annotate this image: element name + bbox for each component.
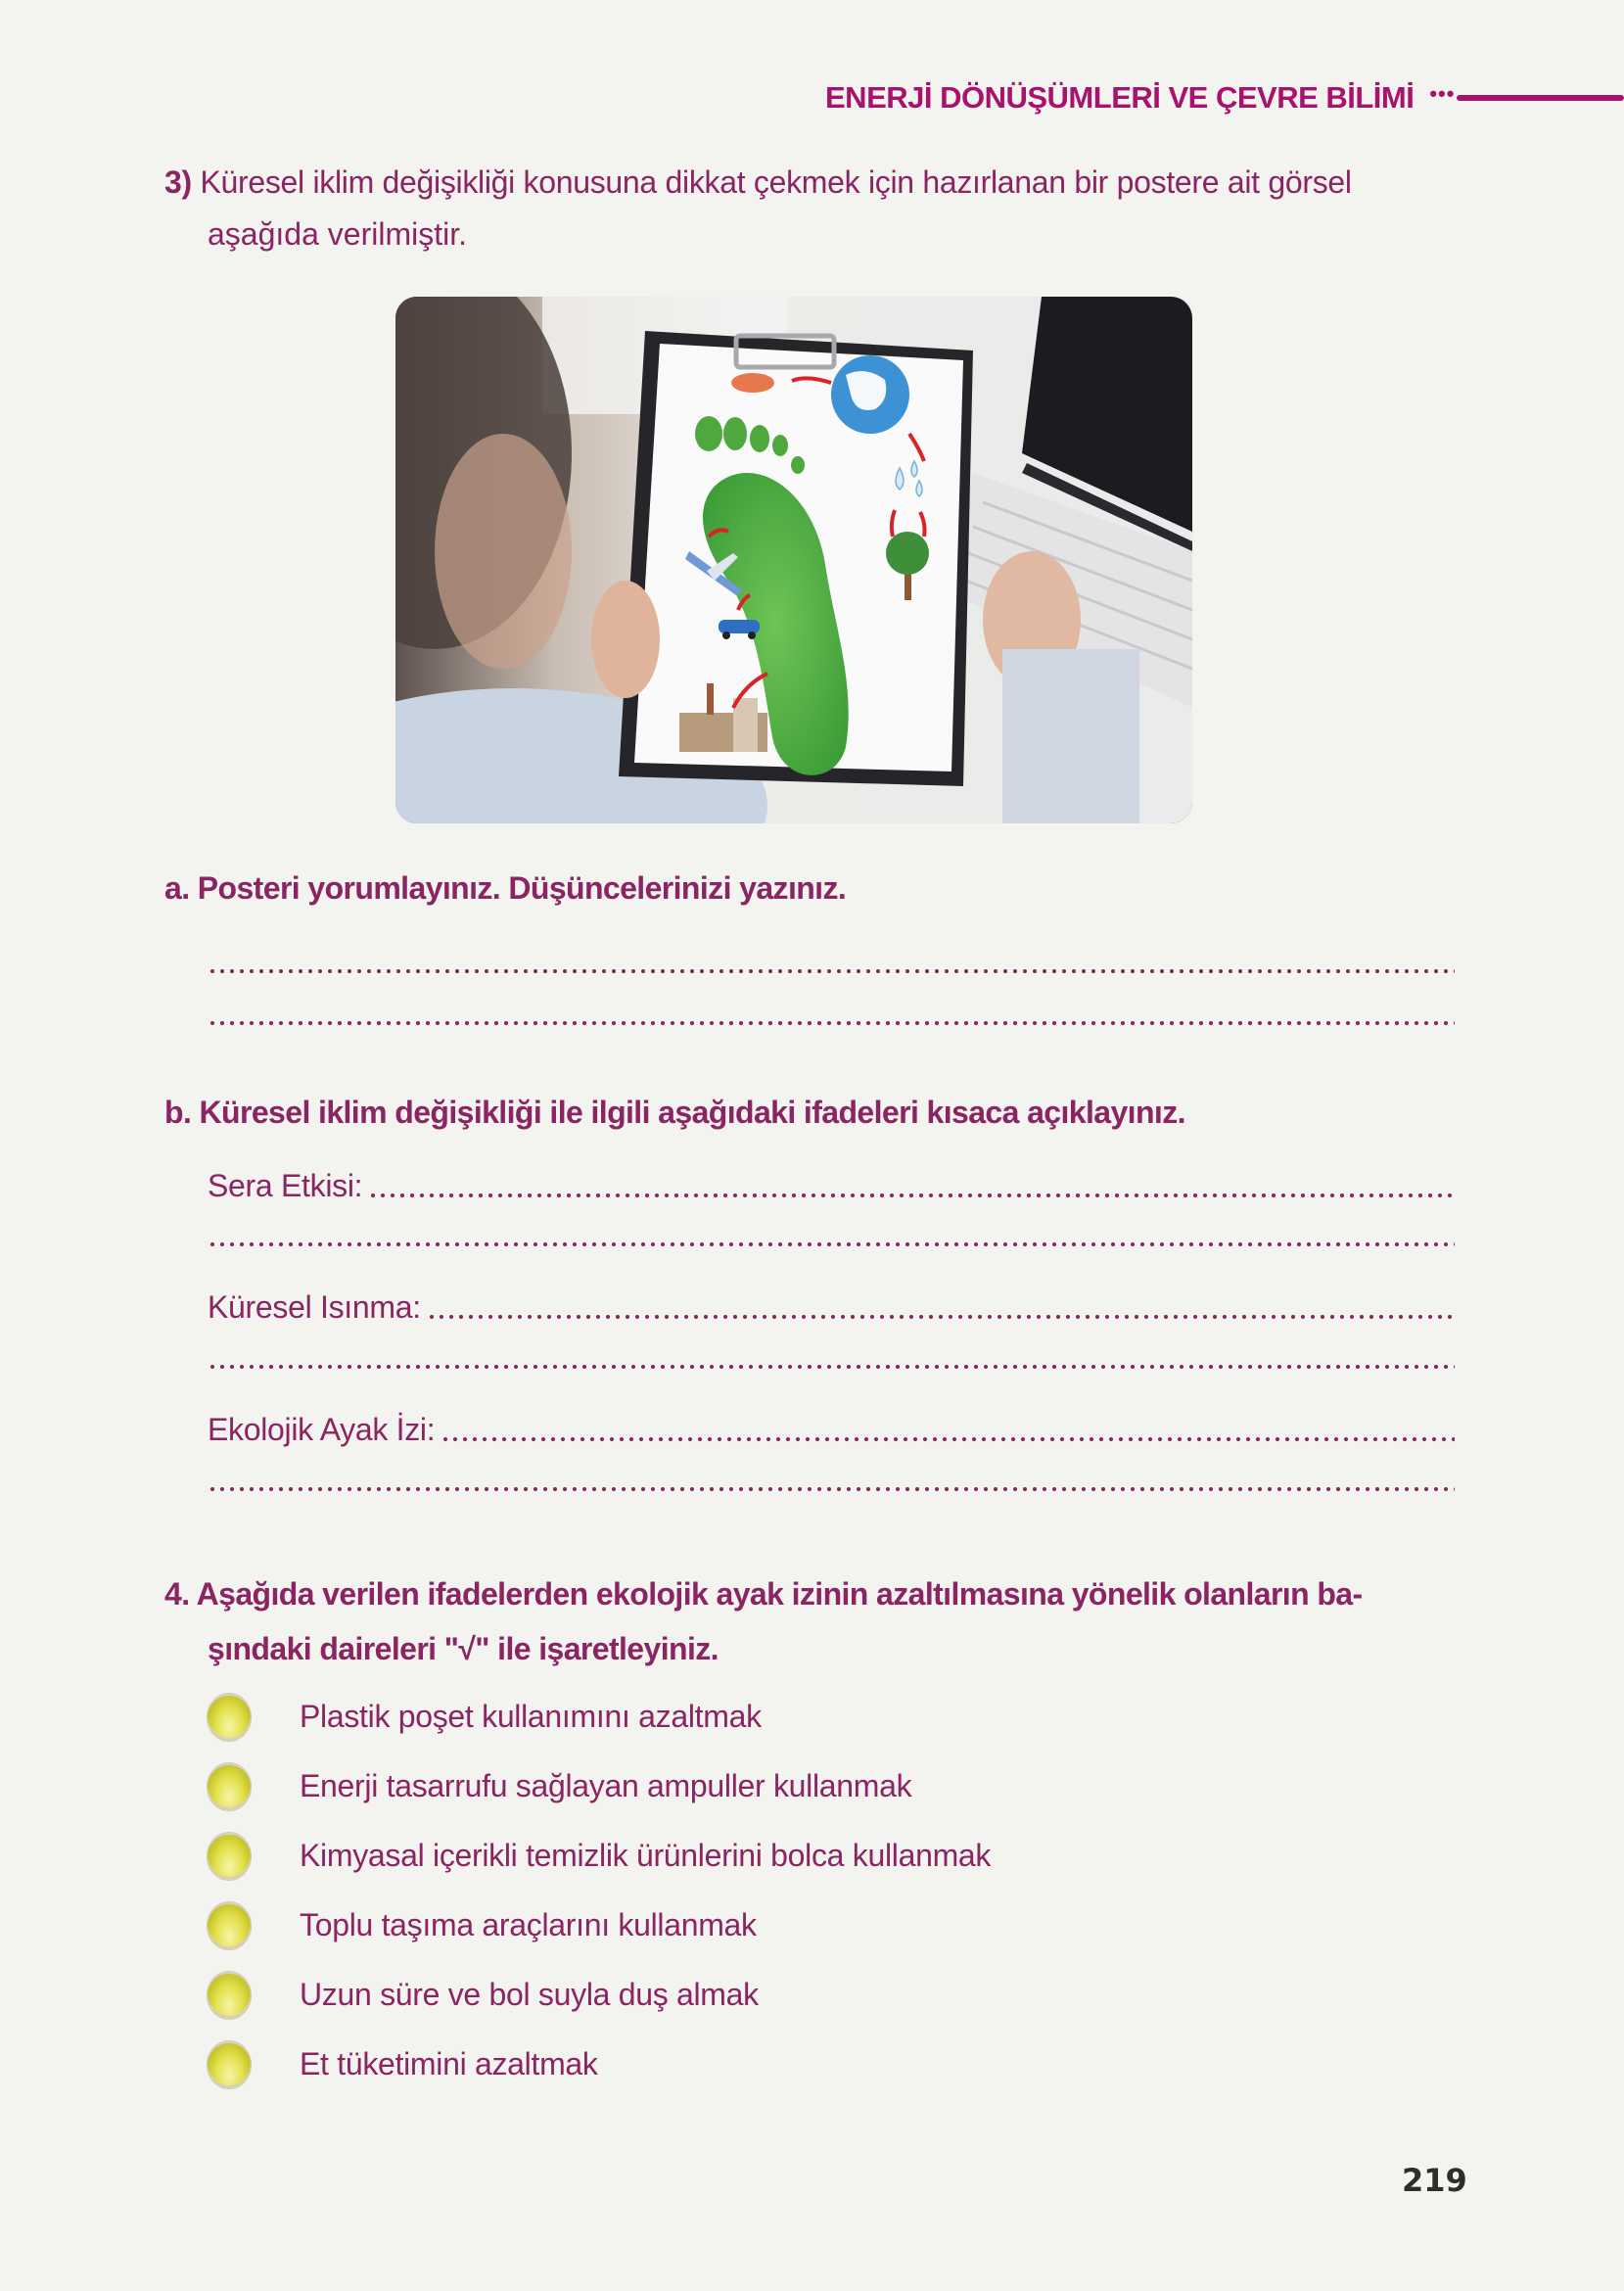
question-4-number: 4. <box>164 1576 190 1612</box>
checklist <box>208 1682 991 2099</box>
checklist-item-label: Toplu taşıma araçlarını kullanmak <box>300 1907 757 1942</box>
page-number: 219 <box>1402 2162 1467 2199</box>
circle-checkbox[interactable] <box>208 1694 251 1741</box>
chapter-title: ENERJİ DÖNÜŞÜMLERİ VE ÇEVRE BİLİMİ <box>825 80 1415 115</box>
sera-etkisi-answer[interactable] <box>208 1165 1455 1204</box>
part-b-label: b. <box>164 1095 192 1130</box>
question-4 <box>164 1566 1466 1676</box>
circle-checkbox[interactable] <box>208 2041 251 2088</box>
circle-checkbox[interactable] <box>208 1972 251 2019</box>
question-3-text-line1: Küresel iklim değişikliği konusuna dikkat çekmek için hazırlanan bir postere ait görsel <box>200 164 1352 200</box>
kuresel-isinma-answer[interactable] <box>208 1286 1455 1326</box>
checklist-item[interactable] <box>208 1682 991 1752</box>
kuresel-isinma-label: Küresel Isınma: <box>208 1289 421 1325</box>
checklist-item[interactable] <box>208 2030 991 2099</box>
checklist-item-label: Plastik poşet kullanımını azaltmak <box>300 1699 762 1734</box>
sera-etkisi-answer-line[interactable] <box>368 1192 1455 1198</box>
ekolojik-ayak-izi-answer-line[interactable] <box>441 1436 1455 1442</box>
part-b-prompt <box>164 1095 1185 1131</box>
question-4-text-line1: Aşağıda verilen ifadelerden ekolojik ayak izinin azaltılmasına yönelik olanların ba- <box>196 1576 1363 1612</box>
chapter-header <box>825 76 1624 119</box>
ekolojik-ayak-izi-answer-line-2[interactable] <box>208 1486 1455 1492</box>
question-4-text-line2: şındaki daireleri "√" ile işaretleyiniz. <box>208 1631 719 1666</box>
part-b-text: Küresel iklim değişikliği ile ilgili aşağıdaki ifadeleri kısaca açıklayınız. <box>199 1095 1185 1130</box>
checklist-item[interactable] <box>208 1960 991 2030</box>
checklist-item[interactable] <box>208 1752 991 1821</box>
circle-checkbox[interactable] <box>208 1833 251 1880</box>
kuresel-isinma-answer-line[interactable] <box>427 1314 1455 1320</box>
checklist-item-label: Kimyasal içerikli temizlik ürünlerini bolca kullanmak <box>300 1838 992 1873</box>
circle-checkbox[interactable] <box>208 1902 251 1949</box>
circle-checkbox[interactable] <box>208 1763 251 1810</box>
checklist-item-label: Et tüketimini azaltmak <box>300 2046 598 2081</box>
checklist-item-label: Enerji tasarrufu sağlayan ampuller kullanmak <box>300 1768 912 1803</box>
part-a-answer-line-1[interactable] <box>208 968 1455 974</box>
question-3-number: 3) <box>164 164 192 200</box>
kuresel-isinma-answer-line-2[interactable] <box>208 1364 1455 1370</box>
sera-etkisi-answer-line-2[interactable] <box>208 1241 1455 1247</box>
ekolojik-ayak-izi-answer[interactable] <box>208 1409 1455 1448</box>
ekolojik-ayak-izi-label: Ekolojik Ayak İzi: <box>208 1412 436 1447</box>
part-a-prompt <box>164 870 846 907</box>
part-a-label: a. <box>164 870 190 906</box>
header-dots: ••• <box>1429 81 1456 106</box>
checklist-item[interactable] <box>208 1821 991 1891</box>
part-a-answer-line-2[interactable] <box>208 1020 1455 1026</box>
poster-photo <box>395 297 1192 823</box>
question-3-text-line2: aşağıda verilmiştir. <box>208 216 467 252</box>
part-a-text: Posteri yorumlayınız. Düşüncelerinizi yazınız. <box>197 870 847 906</box>
checklist-item[interactable] <box>208 1891 991 1960</box>
question-3 <box>164 157 1466 260</box>
footprint-poster-illustration <box>395 297 1192 823</box>
checklist-item-label: Uzun süre ve bol suyla duş almak <box>300 1977 759 2012</box>
sera-etkisi-label: Sera Etkisi: <box>208 1168 363 1203</box>
header-rule <box>1457 95 1624 101</box>
